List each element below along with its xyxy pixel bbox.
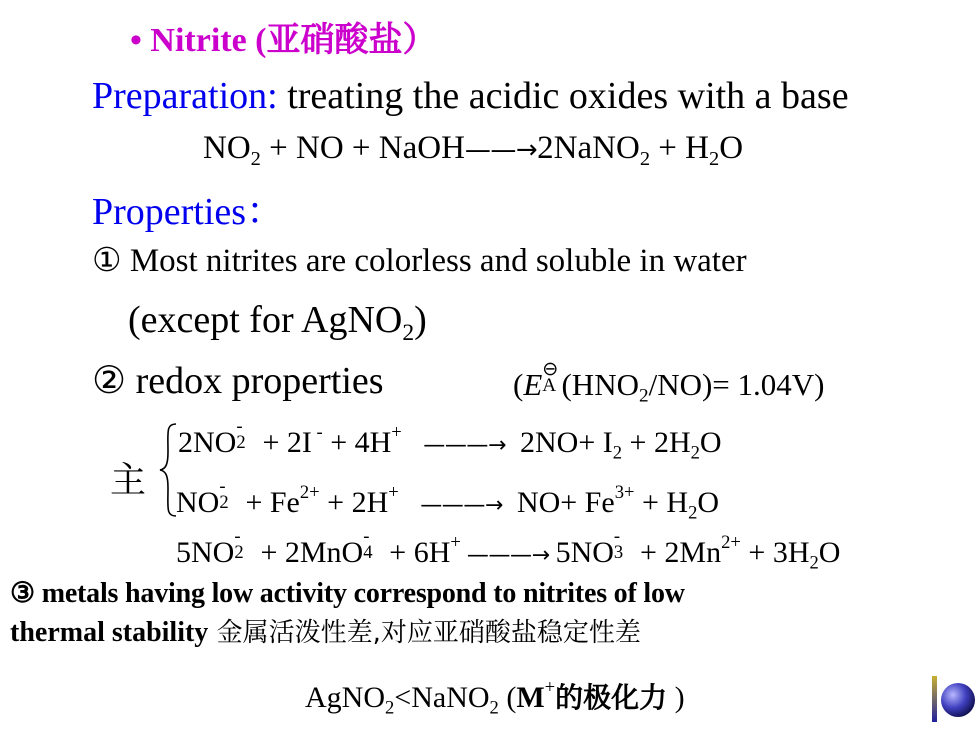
eq-term: O — [699, 426, 722, 459]
eq-sup: 2+ — [299, 482, 320, 504]
eq-sub: 2 — [250, 148, 261, 171]
item-2-text: ② redox properties — [92, 360, 384, 402]
potential-scripts — [542, 357, 561, 396]
eq-scripts — [234, 525, 253, 564]
eq-sup: - — [219, 475, 226, 497]
compare-term: AgNO — [305, 681, 385, 714]
except-text: ) — [414, 299, 427, 341]
eq-sup: - — [236, 415, 243, 437]
item-3-chinese: 金属活泼性差,对应亚硝酸盐稳定性差 — [208, 618, 641, 648]
eq-sub: 3 — [613, 542, 624, 564]
preparation-line — [92, 74, 849, 118]
reaction-1 — [178, 415, 722, 464]
potential-sub: A — [542, 374, 557, 396]
stability-comparison — [305, 676, 685, 719]
compare-chinese: 的极化力 — [555, 681, 668, 714]
item-1-text: ① Most nitrites are colorless and soluble in water — [92, 243, 747, 279]
compare-term: ) — [667, 681, 685, 714]
potential-text: ( — [513, 367, 524, 402]
eq-term: O — [697, 486, 720, 519]
potential-text: (HNO — [561, 367, 639, 402]
eq-term: NO+ Fe — [516, 486, 615, 519]
eq-sup: - — [363, 525, 370, 547]
eq-term: + 2H — [622, 426, 691, 459]
eq-term: + Fe — [237, 486, 300, 519]
eq-sup: - — [234, 525, 241, 547]
title-text: Nitrite (亚硝酸盐） — [150, 22, 437, 59]
eq-term: NO — [203, 130, 251, 166]
eq-sup: 3+ — [614, 482, 635, 504]
eq-sub: 2 — [234, 542, 244, 564]
eq-sub: 2 — [688, 502, 698, 524]
potential-sub: 2 — [638, 385, 649, 407]
properties-label: Properties： — [92, 191, 285, 233]
preparation-label: Preparation: — [92, 75, 278, 117]
compare-sup: + — [544, 677, 556, 699]
compare-sub: 2 — [385, 697, 395, 719]
eq-term: NO — [176, 486, 220, 519]
reaction-3 — [176, 525, 841, 574]
eq-term: 5NO — [176, 536, 235, 569]
eq-term: + 3H — [740, 536, 810, 569]
eq-term: 5NO — [555, 536, 614, 569]
blue-sphere-bar-icon — [932, 674, 976, 724]
eq-term: + NO + NaOH — [260, 130, 465, 166]
eq-scripts — [219, 475, 238, 514]
reaction-arrow-icon: ———→ — [420, 493, 503, 518]
slide-title — [130, 12, 437, 61]
eq-term: + 2I — [254, 426, 312, 459]
potential-symbol: E — [523, 367, 543, 402]
item-3-line-1: ③ metals having low activity correspond to nitrites of low — [10, 578, 685, 609]
item-3-english: thermal stability — [10, 617, 209, 648]
eq-sub: 2 — [639, 148, 651, 171]
main-reaction-char: 主 — [110, 460, 147, 501]
eq-sub: 2 — [236, 432, 246, 454]
eq-term: + H — [650, 130, 709, 166]
eq-sup: + — [450, 532, 461, 554]
eq-term: + 2H — [319, 486, 389, 519]
eq-term: O — [818, 536, 841, 569]
eq-term: 2NO — [178, 426, 237, 459]
except-sub: 2 — [402, 320, 415, 347]
eq-term: O — [719, 130, 744, 166]
compare-term: ( — [498, 681, 517, 714]
item-1-except — [128, 298, 427, 347]
eq-term: + 4H — [322, 426, 392, 459]
eq-sup: - — [311, 422, 323, 444]
eq-sub: 2 — [690, 442, 700, 464]
reaction-arrow-icon: ———→ — [466, 543, 550, 568]
reaction-2 — [176, 475, 720, 524]
eq-scripts — [363, 525, 382, 564]
eq-sup: + — [388, 482, 399, 504]
eq-term: + 2Mn — [632, 536, 722, 569]
eq-sub: 2 — [809, 552, 819, 574]
eq-term: 2NO+ I — [519, 426, 613, 459]
reaction-arrow-icon: ———→ — [423, 433, 506, 458]
preparation-equation — [203, 130, 744, 171]
potential-text: /NO)= 1.04V) — [648, 367, 825, 402]
compare-term: M — [516, 681, 545, 714]
except-text: (except for AgNO — [128, 299, 403, 341]
eq-sup: + — [391, 422, 402, 444]
eq-scripts — [613, 525, 633, 564]
brace-icon — [158, 422, 178, 518]
title-bullet: • — [130, 22, 142, 59]
eq-term: 2NaNO — [537, 130, 640, 166]
eq-sup: 2+ — [721, 532, 741, 554]
electrode-potential — [513, 357, 825, 407]
eq-sup: - — [613, 525, 621, 547]
eq-term: + 2MnO — [252, 536, 364, 569]
reaction-arrow-icon: ——→ — [464, 135, 538, 165]
eq-sub: 2 — [708, 148, 720, 171]
standard-state-icon: ⊖ — [542, 357, 559, 381]
eq-term: + H — [634, 486, 689, 519]
preparation-text: treating the acidic oxides with a base — [277, 75, 849, 117]
item-3-line-2 — [10, 612, 641, 649]
compare-term: <NaNO — [394, 681, 490, 714]
eq-term: + 6H — [381, 536, 451, 569]
compare-sub: 2 — [489, 697, 499, 719]
eq-sub: 4 — [363, 542, 373, 564]
eq-sub: 2 — [219, 492, 229, 514]
eq-scripts — [236, 415, 255, 454]
eq-sub: 2 — [612, 442, 623, 464]
